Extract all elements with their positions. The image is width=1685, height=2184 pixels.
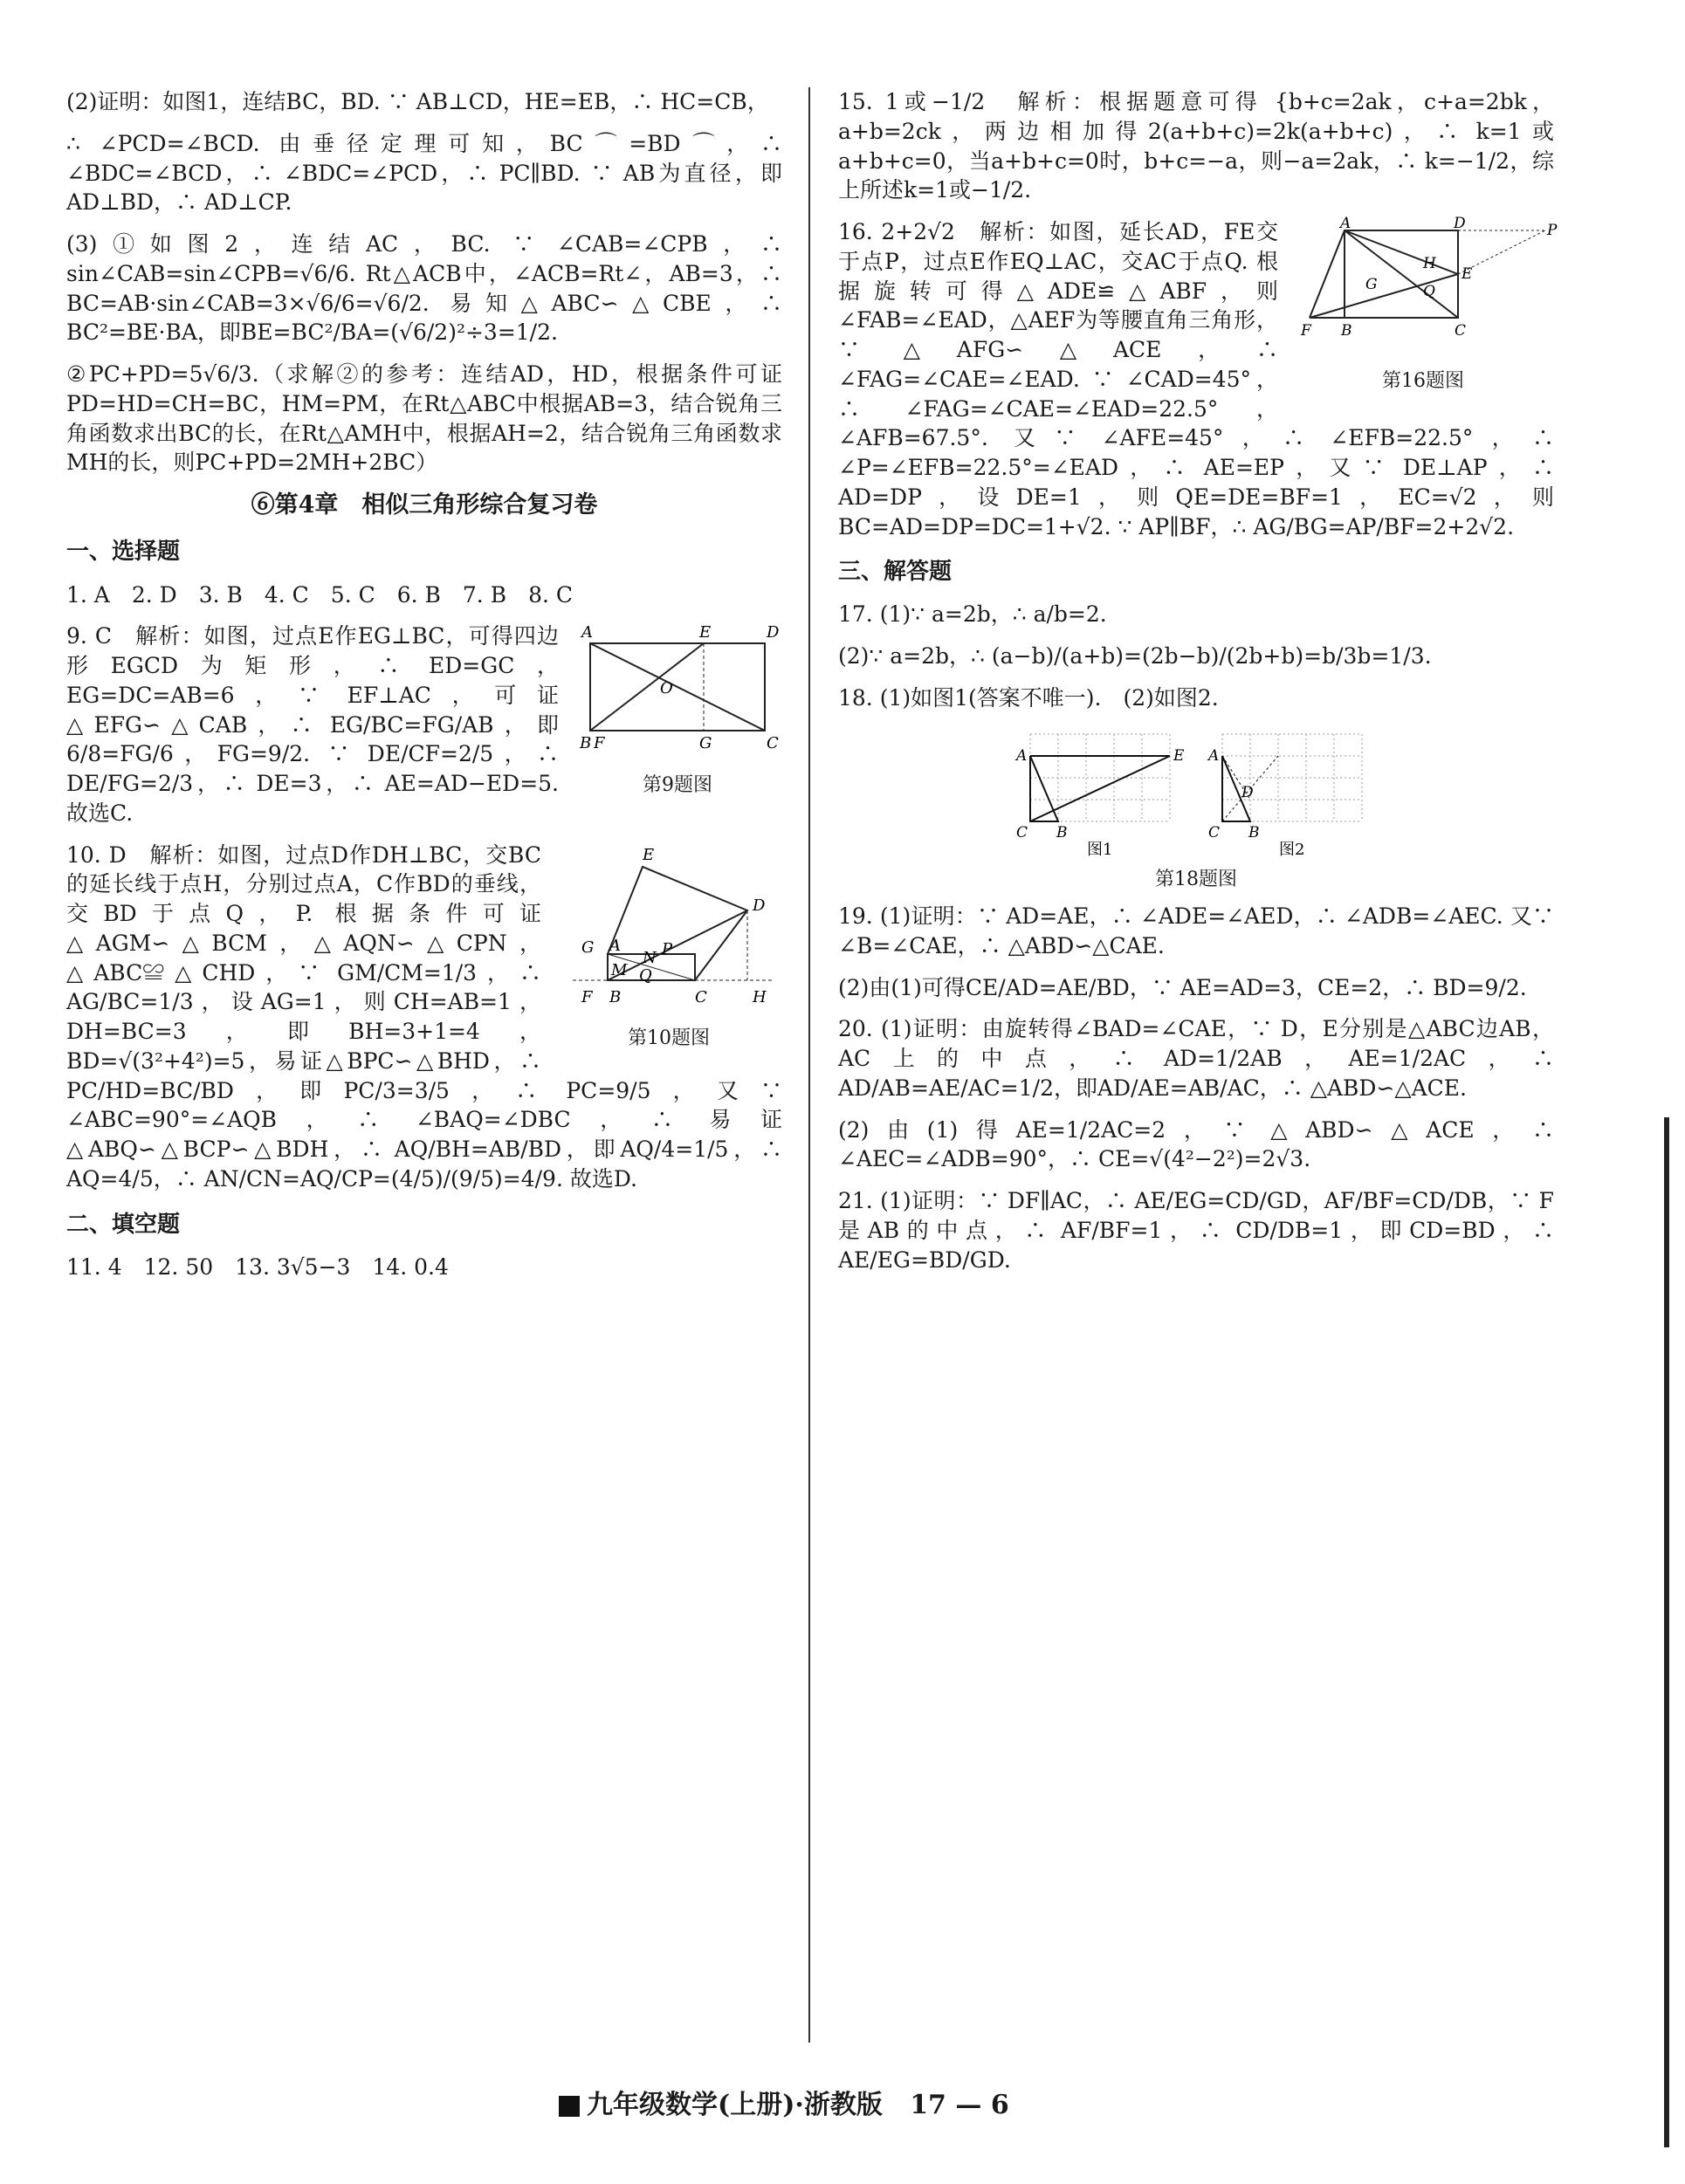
label-b: B (1341, 322, 1352, 340)
question-18: 18. (1)如图1(答案不唯一). (2)如图2. (838, 684, 1219, 711)
label-a: A (1208, 746, 1220, 765)
footer-book-title: 九年级数学(上册)·浙教版 (587, 2090, 883, 2120)
label-c: C (1016, 823, 1028, 841)
question-17-2: (2)∵ a=2b，∴ (a−b)/(a+b)=(2b−b)/(2b+b)=b/3b=1/3. (838, 643, 1432, 670)
label-b: B (609, 987, 622, 1006)
answer-2: (2)证明：如图1，连结BC，BD. ∵ AB⊥CD，HE=EB，∴ HC=CB， (66, 89, 769, 114)
figure-9-caption: 第9题图 (643, 774, 712, 797)
question-10: 10. D 解析：如图，过点D作DH⊥BC，交BC的延长线于点H，分别过点A，C作BD的垂线，交BD于点Q，P. 根据条件可证△AGM∽△BCM，△AQN∽△CPN，△ABC≌△CHD，∵ GM/CM=1/3，∴ AG/BC=1/3，设AG=1，则CH=AB=1，DH=BC=3，即BH=3+1=4，BD=√(3²+4²)=5，易证△BPC∽△BHD，∴ PC/HD=BC/BD，即PC/3=3/5，∴ PC=9/5，又∵ ∠ABC=90°=∠AQB，∴ ∠BAQ=∠DBC，∴ 易证△ABQ∽△BCP∽△BDH，∴ AQ/BH=AB/BD，即AQ/4=1/5，∴ AQ=4/5，∴ AN/CN=AQ/CP=(4/5)/(9/5)=4/9. 故选D. (66, 841, 789, 1192)
label-d: D (753, 896, 766, 915)
label-g: G (1365, 276, 1378, 293)
question-20-2: (2)由(1)得AE=1/2AC=2，∵ △ABD∽△ACE，∴ ∠AEC=∠ADB=90°，∴ CE=√(4²−2²)=2√3. (838, 1116, 1561, 1172)
label-e: E (1461, 265, 1473, 283)
figure-16-caption: 第16题图 (1382, 369, 1464, 392)
label-n: N (643, 948, 657, 967)
figure-18-sub1: 图1 (1087, 840, 1113, 859)
figure-10-diagram (555, 841, 782, 1015)
label-m: M (611, 960, 628, 979)
label-a: A (581, 623, 593, 642)
figure-9-diagram (573, 622, 782, 761)
question-17-1: 17. (1)∵ a=2b，∴ a/b=2. (838, 601, 1107, 628)
label-q: Q (639, 965, 652, 985)
question-21: 21. (1)证明：∵ DF∥AC，∴ AE/EG=CD/GD，AF/BF=CD/DB，∵ F是AB的中点，∴ AF/BF=1，∴ CD/DB=1，即CD=BD，∴ AE/EG=BD/GD. (838, 1188, 1561, 1273)
footer-page-number: 17 — 6 (910, 2090, 1009, 2120)
question-19-2: (2)由(1)可得CE/AD=AE/BD，∵ AE=AD=3，CE=2，∴ BD=9/2. (838, 974, 1527, 1000)
label-e: E (1173, 746, 1185, 765)
label-p: P (1547, 222, 1558, 239)
label-b: B (1248, 823, 1260, 841)
section-solve: 三、解答题 (838, 559, 953, 586)
label-a: A (1016, 746, 1028, 765)
right-column (838, 87, 1561, 1287)
choice-answers: 1. A 2. D 3. B 4. C 5. C 6. B 7. B 8. C (66, 581, 573, 608)
section-title: ⑥第4章 相似三角形综合复习卷 (251, 491, 598, 519)
page-footer (559, 2088, 1135, 2124)
figure-10 (555, 841, 782, 1052)
question-19-1: 19. (1)证明：∵ AD=AE，∴ ∠ADE=∠AED，∴ ∠ADB=∠AEC. 又∵ ∠B=∠CAE，∴ △ABD∽△CAE. (838, 903, 1561, 958)
label-o: O (660, 679, 673, 698)
label-c: C (1455, 322, 1467, 340)
figure-10-caption: 第10题图 (628, 1027, 710, 1050)
figure-16 (1292, 215, 1558, 394)
label-h: H (753, 987, 767, 1006)
figure-9 (573, 622, 782, 798)
section-fill: 二、填空题 (66, 1211, 181, 1238)
question-20-1: 20. (1)证明：由旋转得∠BAD=∠CAE，∵ D，E分别是△ABC边AB，AC上的中点，∴ AD=1/2AB，AE=1/2AC，∴ AD/AB=AE/AC=1/2，即AD/AE=AB/AC，∴ △ABD∽△ACE. (838, 1016, 1561, 1101)
label-f: F (581, 987, 593, 1006)
question-15: 15. 1或−1/2 解析：根据题意可得 {b+c=2ak，c+a=2bk，a+b=2ck，两边相加得2(a+b+c)=2k(a+b+c)，∴ k=1或a+b+c=0，当a+b+c=0时，b+c=−a，则−a=2ak，∴ k=−1/2，综上所述k=1或−1/2. (838, 89, 1554, 203)
label-d: D (1454, 215, 1466, 232)
figure-18-diagram (1013, 725, 1379, 859)
label-c: C (767, 734, 779, 753)
label-f: F (594, 734, 605, 753)
figure-16-diagram (1292, 215, 1558, 357)
label-b: B (1056, 823, 1068, 841)
label-a: A (609, 936, 621, 955)
answer-3-2: ②PC+PD=5√6/3.（求解②的参考：连结AD，HD，根据条件可证PD=HD=CH=BC，HM=PM，在Rt△ABC中根据AB=3，结合锐角三角函数求出BC的长，在Rt△AMH中，根据AH=2，结合锐角三角函数求MH的长，则PC+PD=2MH+2BC） (66, 361, 782, 476)
fill-answers: 11. 4 12. 50 13. 3√5−3 14. 0.4 (66, 1253, 449, 1280)
section-choice: 一、选择题 (66, 539, 181, 566)
footer-square-icon (559, 2096, 580, 2117)
figure-18-sub2: 图2 (1279, 840, 1305, 859)
answer-3-1: (3)①如图2，连结AC，BC. ∵ ∠CAB=∠CPB，∴ sin∠CAB=sin∠CPB=√6/6. Rt△ACB中，∠ACB=Rt∠，AB=3，∴ BC=AB·sin∠CAB=3×√6/6=√6/2. 易知△ABC∽△CBE，∴ BC²=BE·BA，即BE=BC²/BA=(√6/2)²÷3=1/2. (66, 231, 789, 346)
figure-18 (838, 725, 1554, 893)
label-a: A (1340, 215, 1351, 232)
question-9: 9. C 解析：如图，过点E作EG⊥BC，可得四边形EGCD为矩形，∴ ED=GC，EG=DC=AB=6，∵ EF⊥AC，可证△EFG∽△CAB，∴ EG/BC=FG/AB，即6/8=FG/6，FG=9/2. ∵ DE/CF=2/5，∴ DE/FG=2/3，∴ DE=3，∴ AE=AD−ED=5. 故选C. (66, 623, 566, 826)
label-d: D (767, 623, 780, 642)
scan-edge (1664, 1117, 1669, 2147)
label-b: B (580, 734, 592, 753)
label-e: E (699, 623, 712, 642)
label-c: C (695, 987, 707, 1006)
answer-2-cont: ∴ ∠PCD=∠BCD. 由垂径定理可知，BC⌒=BD⌒，∴ ∠BDC=∠BCD，∴ ∠BDC=∠PCD，∴ PC∥BD. ∵ AB为直径，即AD⊥BD，∴ AD⊥CP. (66, 130, 789, 216)
label-c: C (1208, 823, 1221, 841)
label-p: P (662, 939, 673, 958)
question-16: 16. 2+2√2 解析：如图，延长AD，FE交于点P，过点E作EQ⊥AC，交AC于点Q. 根据旋转可得△ADE≌△ABF，则∠FAB=∠EAD，△AEF为等腰直角三角形，∵ △AFG∽△ACE，∴ ∠FAG=∠CAE=∠EAD. ∵ ∠CAD=45°，∴ ∠FAG=∠CAE=∠EAD=22.5°，∠AFB=67.5°. 又∵ ∠AFE=45°，∴ ∠EFB=22.5°，∴ ∠P=∠EFB=22.5°=∠EAD，∴ AE=EP，又∵ DE⊥AP，∴ AD=DP，设DE=1，则QE=DE=BF=1，EC=√2，则BC=AD=DP=DC=1+√2. ∵ AP∥BF，∴ AG/BG=AP/BF=2+2√2. (838, 219, 1561, 539)
figure-18-caption: 第18题图 (1155, 869, 1237, 891)
label-h: H (1423, 255, 1436, 272)
left-column (66, 87, 789, 1294)
label-e: E (643, 845, 655, 864)
label-q: Q (1423, 283, 1435, 300)
label-g: G (581, 937, 595, 957)
label-f: F (1301, 322, 1311, 340)
label-d: D (1241, 783, 1254, 801)
column-divider (808, 87, 810, 2043)
label-g: G (699, 734, 712, 753)
